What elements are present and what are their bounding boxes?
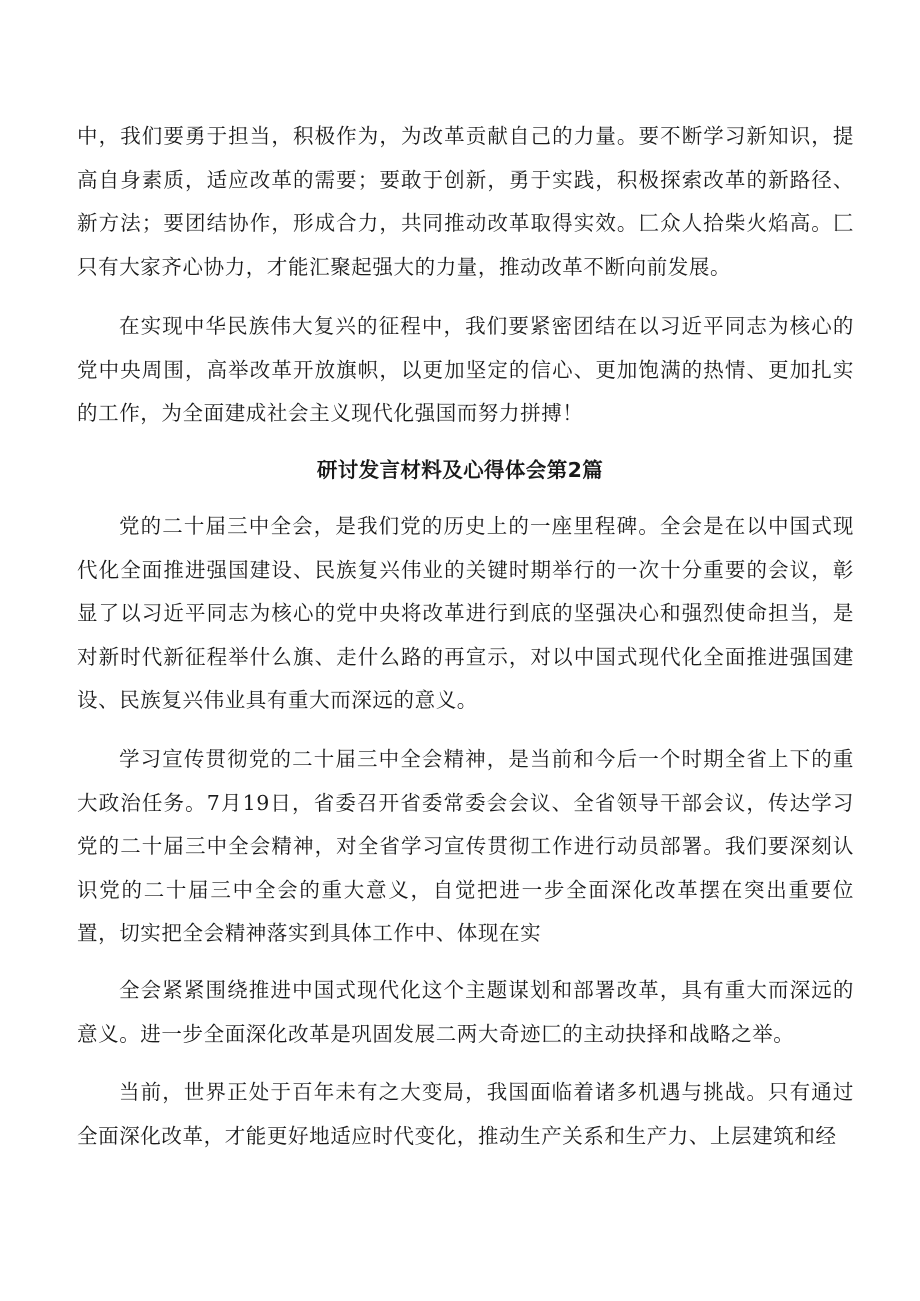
paragraph-reform-responsibility: 中，我们要勇于担当，积极作为，为改革贡献自己的力量。要不断学习新知识，提高自身素质，适应改革的需要；要敢于创新，勇于实践，积极探索改革的新路径、新方法；要团结协作，形成合力，共同推动改革取得实效。匚众人拾柴火焰高。匚只有大家齐心协力，才能汇聚起强大的力量，推动改革不断向前发展。 [77, 124, 854, 279]
paragraph-national-rejuvenation: 在实现中华民族伟大复兴的征程中，我们要紧密团结在以习近平同志为核心的党中央周围，高举改革开放旗帜，以更加坚定的信心、更加饱满的热情、更加扎实的工作，为全面建成社会主义现代化强国而努力拼搏！ [77, 314, 854, 426]
paragraph-modernization-theme: 全会紧紧围绕推进中国式现代化这个主题谋划和部署改革，具有重大而深远的意义。进一步全面深化改革是巩固发展二两大奇迹匚的主动抉择和战略之举。 [77, 978, 854, 1046]
section-title: 研讨发言材料及心得体会第2篇 [316, 458, 604, 482]
paragraph-third-plenum-milestone: 党的二十届三中全会，是我们党的历史上的一座里程碑。全会是在以中国式现代化全面推进强国建设、民族复兴伟业的关键时期举行的一次十分重要的会议，彰显了以习近平同志为核心的党中央将改革进行到底的坚强决心和强烈使命担当，是对新时代新征程举什么旗、走什么路的再宣示，对以中国式现代化全面推进强国建设、民族复兴伟业具有重大而深远的意义。 [77, 514, 854, 713]
paragraph-world-changes: 当前，世界正处于百年未有之大变局，我国面临着诸多机遇与挑战。只有通过全面深化改革，才能更好地适应时代变化，推动生产关系和生产力、上层建筑和经 [77, 1080, 854, 1148]
paragraph-study-and-implement: 学习宣传贯彻党的二十届三中全会精神，是当前和今后一个时期全省上下的重大政治任务。7月19日，省委召开省委常委会会议、全省领导干部会议，传达学习党的二十届三中全会精神，对全省学习宣传贯彻工作进行动员部署。我们要深刻认识党的二十届三中全会的重大意义，自觉把进一步全面深化改革摆在突出重要位置，切实把全会精神落实到具体工作中、体现在实 [77, 747, 854, 946]
